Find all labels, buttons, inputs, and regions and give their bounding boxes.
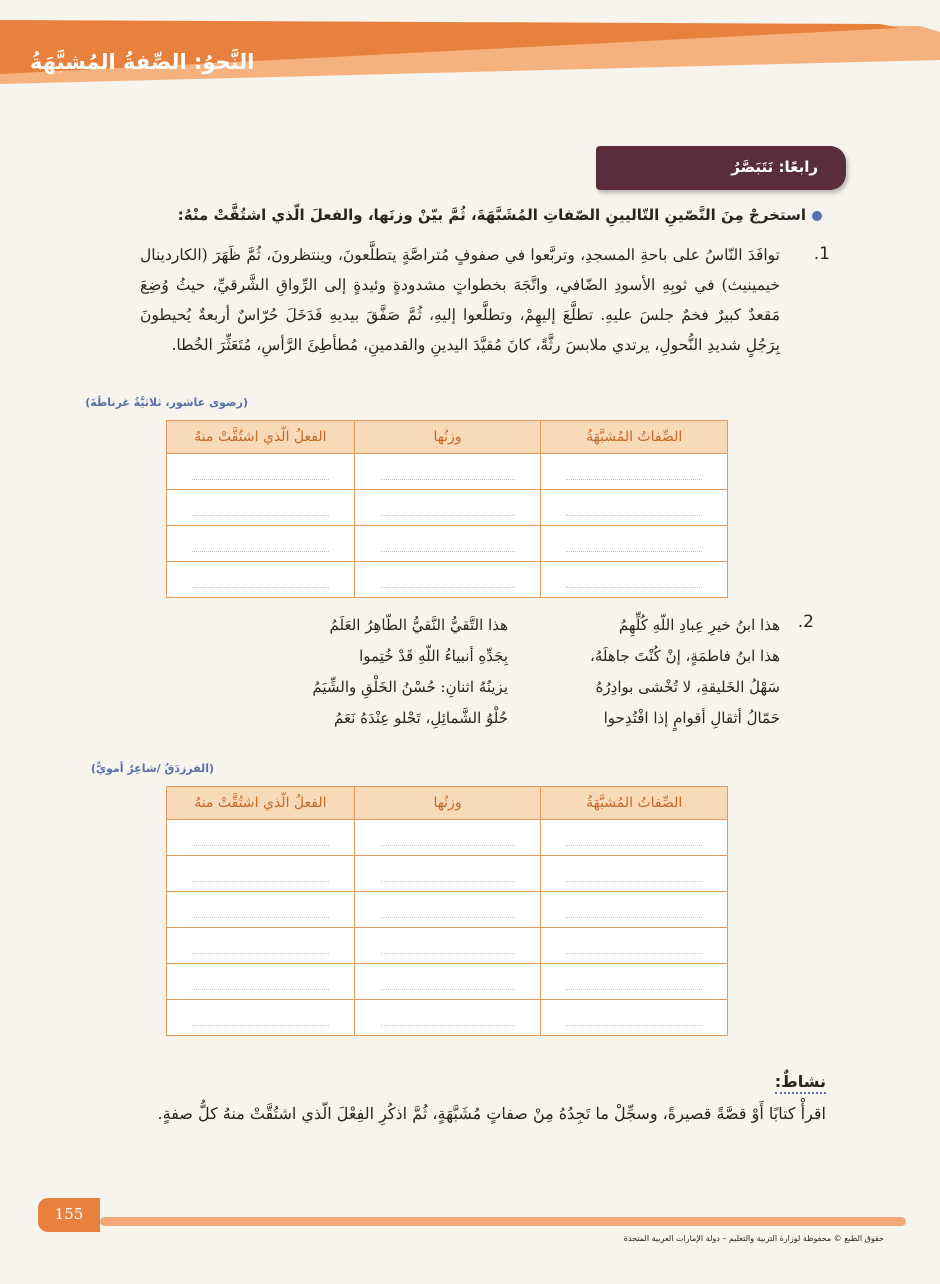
page-number: 155 — [54, 1205, 84, 1223]
exercise-2-number: .2 — [797, 612, 814, 632]
table-row — [167, 526, 728, 562]
answer-cell[interactable] — [541, 562, 728, 598]
answer-cell[interactable] — [354, 856, 541, 892]
answer-table-1 — [166, 420, 728, 598]
answer-cell[interactable] — [541, 892, 728, 928]
answer-cell[interactable] — [354, 820, 541, 856]
answer-cell[interactable] — [167, 490, 355, 526]
exercise-1-number: .1 — [813, 244, 830, 264]
answer-cell[interactable] — [167, 526, 355, 562]
exercise-1-source: (رضوى عاشور، ثلاثيَّةُ غرناطَةَ) — [85, 396, 248, 409]
answer-cell[interactable] — [167, 856, 355, 892]
table-header-row — [167, 421, 728, 454]
poem-line: سَهْلُ الخَليقةِ، لا تُخْشى بوادِرُهُ — [595, 678, 780, 696]
table-row — [167, 928, 728, 964]
answer-cell[interactable] — [541, 490, 728, 526]
poem-line: هذا التَّقيُّ النَّقيُّ الطّاهِرُ العَلَمُ — [329, 616, 508, 634]
header-pattern: وزنُها — [354, 787, 541, 820]
poem-line: هذا ابنُ فاطمَةٍ، إنْ كُنْتَ جاهلَهُ، — [590, 647, 780, 665]
bullet-icon — [812, 211, 822, 221]
answer-cell[interactable] — [354, 562, 541, 598]
poem-line: حَمّالُ أثقالِ أقوامٍ إذا افْتُدِحوا — [603, 709, 780, 727]
exercise-1-passage: توافَدَ النّاسُ على باحةِ المسجدِ، وتربَّعوا في صفوفٍ مُتراصَّةٍ يتطلَّعونَ، وينتظرونَ، ثُمَّ ظَهَرَ (الكاردينال خيمينيث) في ثوبِهِ الأسودِ الضّافي، واتَّجَهَ بخطواتٍ مشدودةٍ وئيدةٍ إلى الرِّواقِ الشَّرقيِّ، حيثُ وُضِعَ مَقعدٌ كبيرٌ فخمٌ جلسَ عليهِ. تطلَّعَ إليهِمْ، وتطلَّعوا إليهِ، ثُمَّ صَفَّقَ بيديهِ فَدَخَلَ حُرّاسٌ أربعةٌ يُحيطونَ بِرَجُلٍ شديدِ النُّحولِ، يرتدي ملابسَ رثَّةً، كانَ مُقيَّدَ اليدينِ والقدمينِ، مُطأطِئَ الرَّأسِ، مُتَعَثِّرَ الخُطا. — [140, 246, 780, 354]
table-row — [167, 490, 728, 526]
answer-cell[interactable] — [354, 928, 541, 964]
table-row — [167, 454, 728, 490]
answer-cell[interactable] — [354, 1000, 541, 1036]
answer-cell[interactable] — [541, 964, 728, 1000]
header-adjectives: الصِّفاتُ المُشبَّهَةُ — [541, 421, 728, 454]
section-tag — [596, 146, 846, 190]
page-number-tab — [38, 1198, 100, 1232]
answer-cell[interactable] — [541, 928, 728, 964]
answer-cell[interactable] — [167, 454, 355, 490]
answer-cell[interactable] — [354, 964, 541, 1000]
answer-cell[interactable] — [354, 490, 541, 526]
header-pattern: وزنُها — [354, 421, 541, 454]
poem-right-column — [590, 610, 780, 734]
answer-cell[interactable] — [167, 928, 355, 964]
poem-line: يزينُهُ اثنانِ: حُسْنُ الخَلْقِ والشِّيَمُ — [312, 678, 508, 696]
answer-cell[interactable] — [541, 820, 728, 856]
answer-cell[interactable] — [541, 454, 728, 490]
poem-line: حُلْوُ الشَّمائِلِ، تَحْلو عِنْدَهُ نَعَمُ — [334, 709, 508, 727]
poem-line: بِجَدِّهِ أنبياءُ اللّهِ قَدْ خُتِموا — [359, 647, 508, 665]
instruction-text: استخرجْ مِنَ النَّصّينِ التّاليينِ الصّفاتِ المُشَبَّهَةَ، ثُمَّ بيّنْ وزنَها، والفعلَ الّذي اشتُقَّتْ منْهُ: — [177, 206, 806, 224]
header-verb: الفعلُ الّذي اشتُقَّتْ منهُ — [167, 787, 355, 820]
activity-title: نشاطٌ: — [775, 1072, 826, 1094]
exercise-2-source: (الفرزدَقُ /شاعِرٌ أمويٌّ) — [90, 762, 214, 775]
activity-text: اقرأْ كتابًا أَوْ قصَّةً قصيرةً، وسجِّلْ ما تَجِدُهُ مِنْ صفاتٍ مُشَبَّهَةٍ، ثُمَّ اذكُرِ الفِعْلَ الّذي اشتُقَّتْ منهُ كلُّ صفةٍ. — [157, 1104, 826, 1123]
table-row — [167, 820, 728, 856]
answer-table-2 — [166, 786, 728, 1036]
table-row — [167, 856, 728, 892]
answer-cell[interactable] — [354, 892, 541, 928]
answer-cell[interactable] — [167, 820, 355, 856]
chapter-title: النَّحوُ: الصِّفةُ المُشبَّهَةُ — [30, 50, 255, 74]
answer-cell[interactable] — [541, 526, 728, 562]
table-row — [167, 892, 728, 928]
table-row — [167, 964, 728, 1000]
header-verb: الفعلُ الّذي اشتُقَّتْ منهُ — [167, 421, 355, 454]
section-label: رابعًا: نَتَبَصَّرُ — [731, 158, 818, 176]
answer-cell[interactable] — [354, 526, 541, 562]
footer-bar — [100, 1217, 906, 1226]
table-row — [167, 562, 728, 598]
answer-cell[interactable] — [541, 1000, 728, 1036]
instruction — [102, 206, 822, 224]
answer-cell[interactable] — [167, 562, 355, 598]
table-row — [167, 1000, 728, 1036]
answer-cell[interactable] — [354, 454, 541, 490]
chapter-header — [0, 20, 940, 88]
copyright-notice: حقوق الطبع © محفوظة لوزارة التربية والتعليم – دولة الإمارات العربية المتحدة — [623, 1234, 884, 1243]
answer-cell[interactable] — [167, 1000, 355, 1036]
table-header-row — [167, 787, 728, 820]
header-adjectives: الصِّفاتُ المُشبَّهَةُ — [541, 787, 728, 820]
answer-cell[interactable] — [167, 892, 355, 928]
poem-line: هذا ابنُ خيرِ عِبادِ اللّهِ كُلِّهِمُ — [618, 616, 780, 634]
answer-cell[interactable] — [167, 964, 355, 1000]
poem-left-column — [312, 610, 508, 734]
answer-cell[interactable] — [541, 856, 728, 892]
